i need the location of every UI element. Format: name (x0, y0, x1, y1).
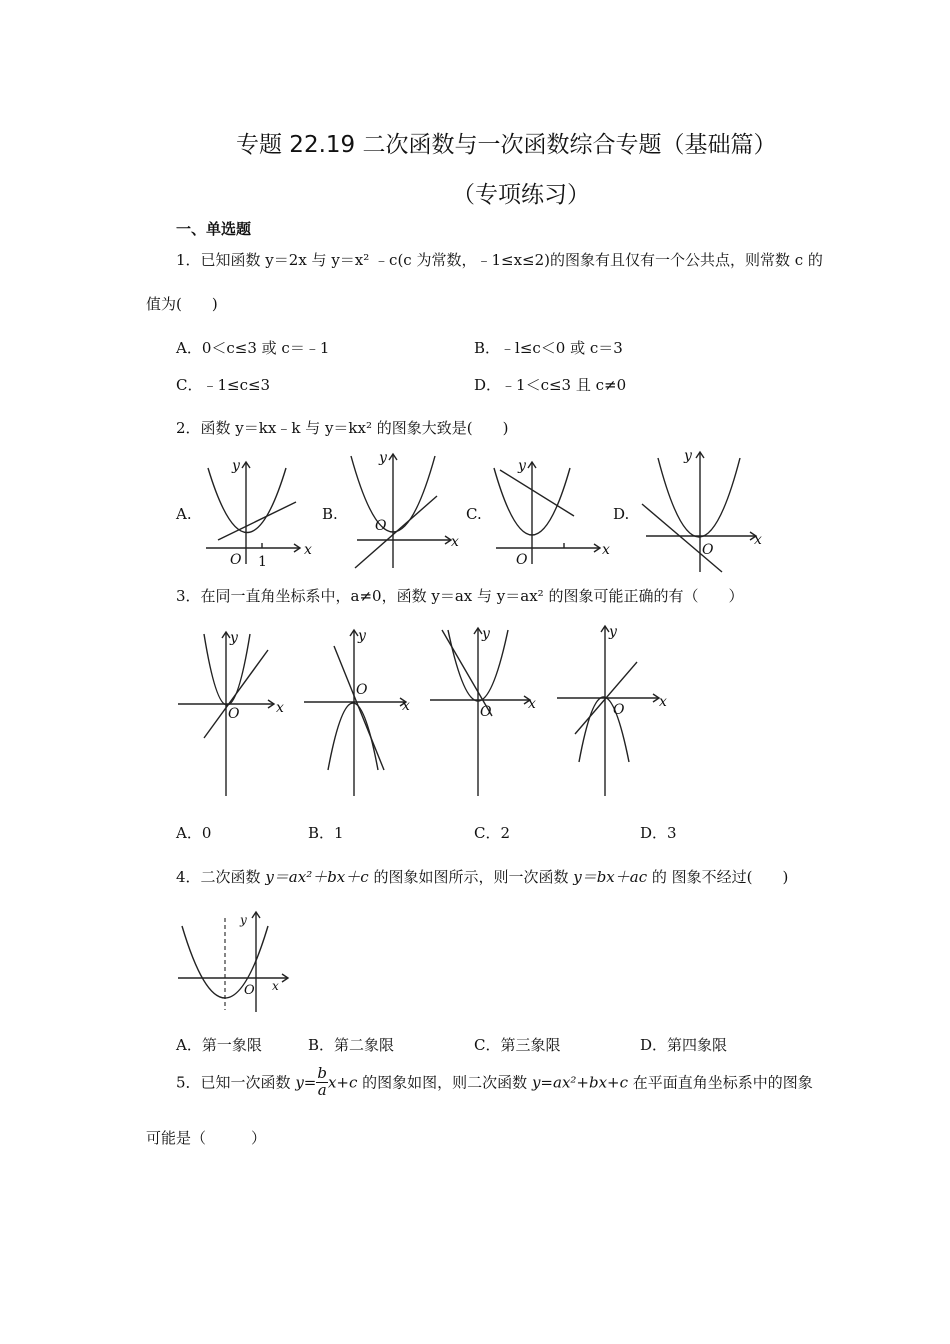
x-label: x (451, 534, 459, 550)
q2-graph-c (490, 452, 610, 572)
origin-label: O (516, 552, 528, 568)
q5-stem-line2: 可能是（ ） (146, 1129, 267, 1147)
q4-option-d: D．第四象限 (640, 1036, 728, 1054)
q3-option-c: C．2 (474, 824, 511, 842)
q2-graph-b (345, 448, 465, 573)
q5-mid: 的图象如图，则二次函数 (357, 1073, 532, 1092)
q4-option-c: C．第三象限 (474, 1036, 561, 1054)
origin-label: O (375, 518, 387, 534)
origin-label: O (230, 552, 242, 568)
line (642, 504, 722, 572)
q3-option-a: A．0 (176, 824, 212, 842)
q5-stem-line1 (176, 1066, 813, 1099)
q1-option-b: B．﹣l≤c＜0 或 c＝3 (474, 339, 623, 357)
q2-label-b: B. (322, 505, 338, 523)
q3-graph-3 (428, 622, 540, 798)
q2-stem: 2．函数 y＝kx﹣k 与 y＝kx² 的图象大致是( ) (176, 419, 509, 437)
q5-fraction-numerator: b (317, 1064, 327, 1082)
q4-stem (176, 866, 788, 887)
q2-label-a: A. (176, 505, 192, 523)
x-label: x (528, 696, 536, 712)
q2-label-c: C. (466, 505, 482, 523)
q5-fraction (316, 1066, 328, 1099)
line (334, 646, 384, 770)
x-label: x (276, 700, 284, 716)
line (355, 496, 437, 568)
line (500, 470, 574, 516)
origin-label: O (356, 682, 368, 698)
y-label: y (358, 628, 366, 644)
y-label: y (232, 458, 240, 474)
y-label: y (230, 630, 238, 646)
parabola (658, 458, 740, 537)
q2-graph-d (638, 446, 768, 576)
q3-option-d: D．3 (640, 824, 677, 842)
q3-option-b: B．1 (308, 824, 344, 842)
page-title: 专题 22.19 二次函数与一次函数综合专题（基础篇） (236, 132, 777, 158)
q5-eq: y=ax²+bx+c (531, 1073, 629, 1092)
x-label: x (304, 542, 312, 558)
page-subtitle: （专项练习） (452, 182, 590, 208)
origin-label: O (702, 542, 714, 558)
line (218, 502, 296, 540)
q1-stem-line1: 1．已知函数 y＝2x 与 y＝x² ﹣c(c 为常数，﹣1≤x≤2)的图象有且仅有一个公共点，则常数 c 的 (176, 251, 823, 269)
line (204, 650, 268, 738)
y-label: y (240, 913, 247, 927)
y-label: y (482, 626, 490, 642)
q2-graph-a (200, 452, 320, 572)
q4-post: 的 图象不经过( ) (647, 868, 789, 886)
q4-pre: 4．二次函数 (176, 868, 266, 886)
q5-y: y= (295, 1073, 317, 1092)
y-label: y (609, 624, 617, 640)
q5-fraction-denominator: a (317, 1080, 327, 1099)
q4-option-a: A．第一象限 (176, 1036, 262, 1054)
q1-option-d: D．﹣1＜c≤3 且 c≠0 (474, 376, 627, 394)
origin-label: O (244, 983, 255, 998)
q3-graph-4 (555, 622, 667, 798)
q4-graph (176, 910, 294, 1014)
tick-1-label: 1 (258, 554, 267, 570)
q5-post: 在平面直角坐标系中的图象 (628, 1073, 813, 1092)
q2-label-d: D. (613, 505, 630, 523)
q3-graph-1 (176, 626, 286, 798)
y-label: y (518, 458, 526, 474)
q4-eq1: y＝ax²＋bx＋c (265, 868, 369, 886)
origin-label: O (480, 704, 492, 720)
q5-xc: x+c (327, 1073, 358, 1092)
section-heading: 一、单选题 (176, 220, 252, 238)
origin-label: O (613, 702, 625, 718)
q4-eq2: y＝bx＋ac (573, 868, 648, 886)
parabola (204, 634, 250, 705)
q1-option-a: A．0＜c≤3 或 c＝﹣1 (176, 339, 330, 357)
y-label: y (684, 448, 692, 464)
q4-option-b: B．第二象限 (308, 1036, 395, 1054)
q1-stem-line2: 值为( ) (146, 295, 218, 313)
parabola (208, 468, 286, 533)
q3-stem: 3．在同一直角坐标系中，a≠0，函数 y＝ax 与 y＝ax² 的图象可能正确的有（ ） (176, 587, 744, 605)
x-label: x (754, 532, 762, 548)
q5-pre: 5．已知一次函数 (176, 1073, 296, 1092)
x-label: x (602, 542, 610, 558)
x-label: x (402, 698, 410, 714)
origin-label: O (228, 706, 240, 722)
q1-option-c: C．﹣1≤c≤3 (176, 376, 271, 394)
q4-mid: 的图象如图所示，则一次函数 (368, 868, 574, 886)
q3-graph-2 (302, 626, 412, 798)
y-label: y (379, 450, 387, 466)
x-label: x (659, 694, 667, 710)
x-label: x (272, 979, 279, 993)
